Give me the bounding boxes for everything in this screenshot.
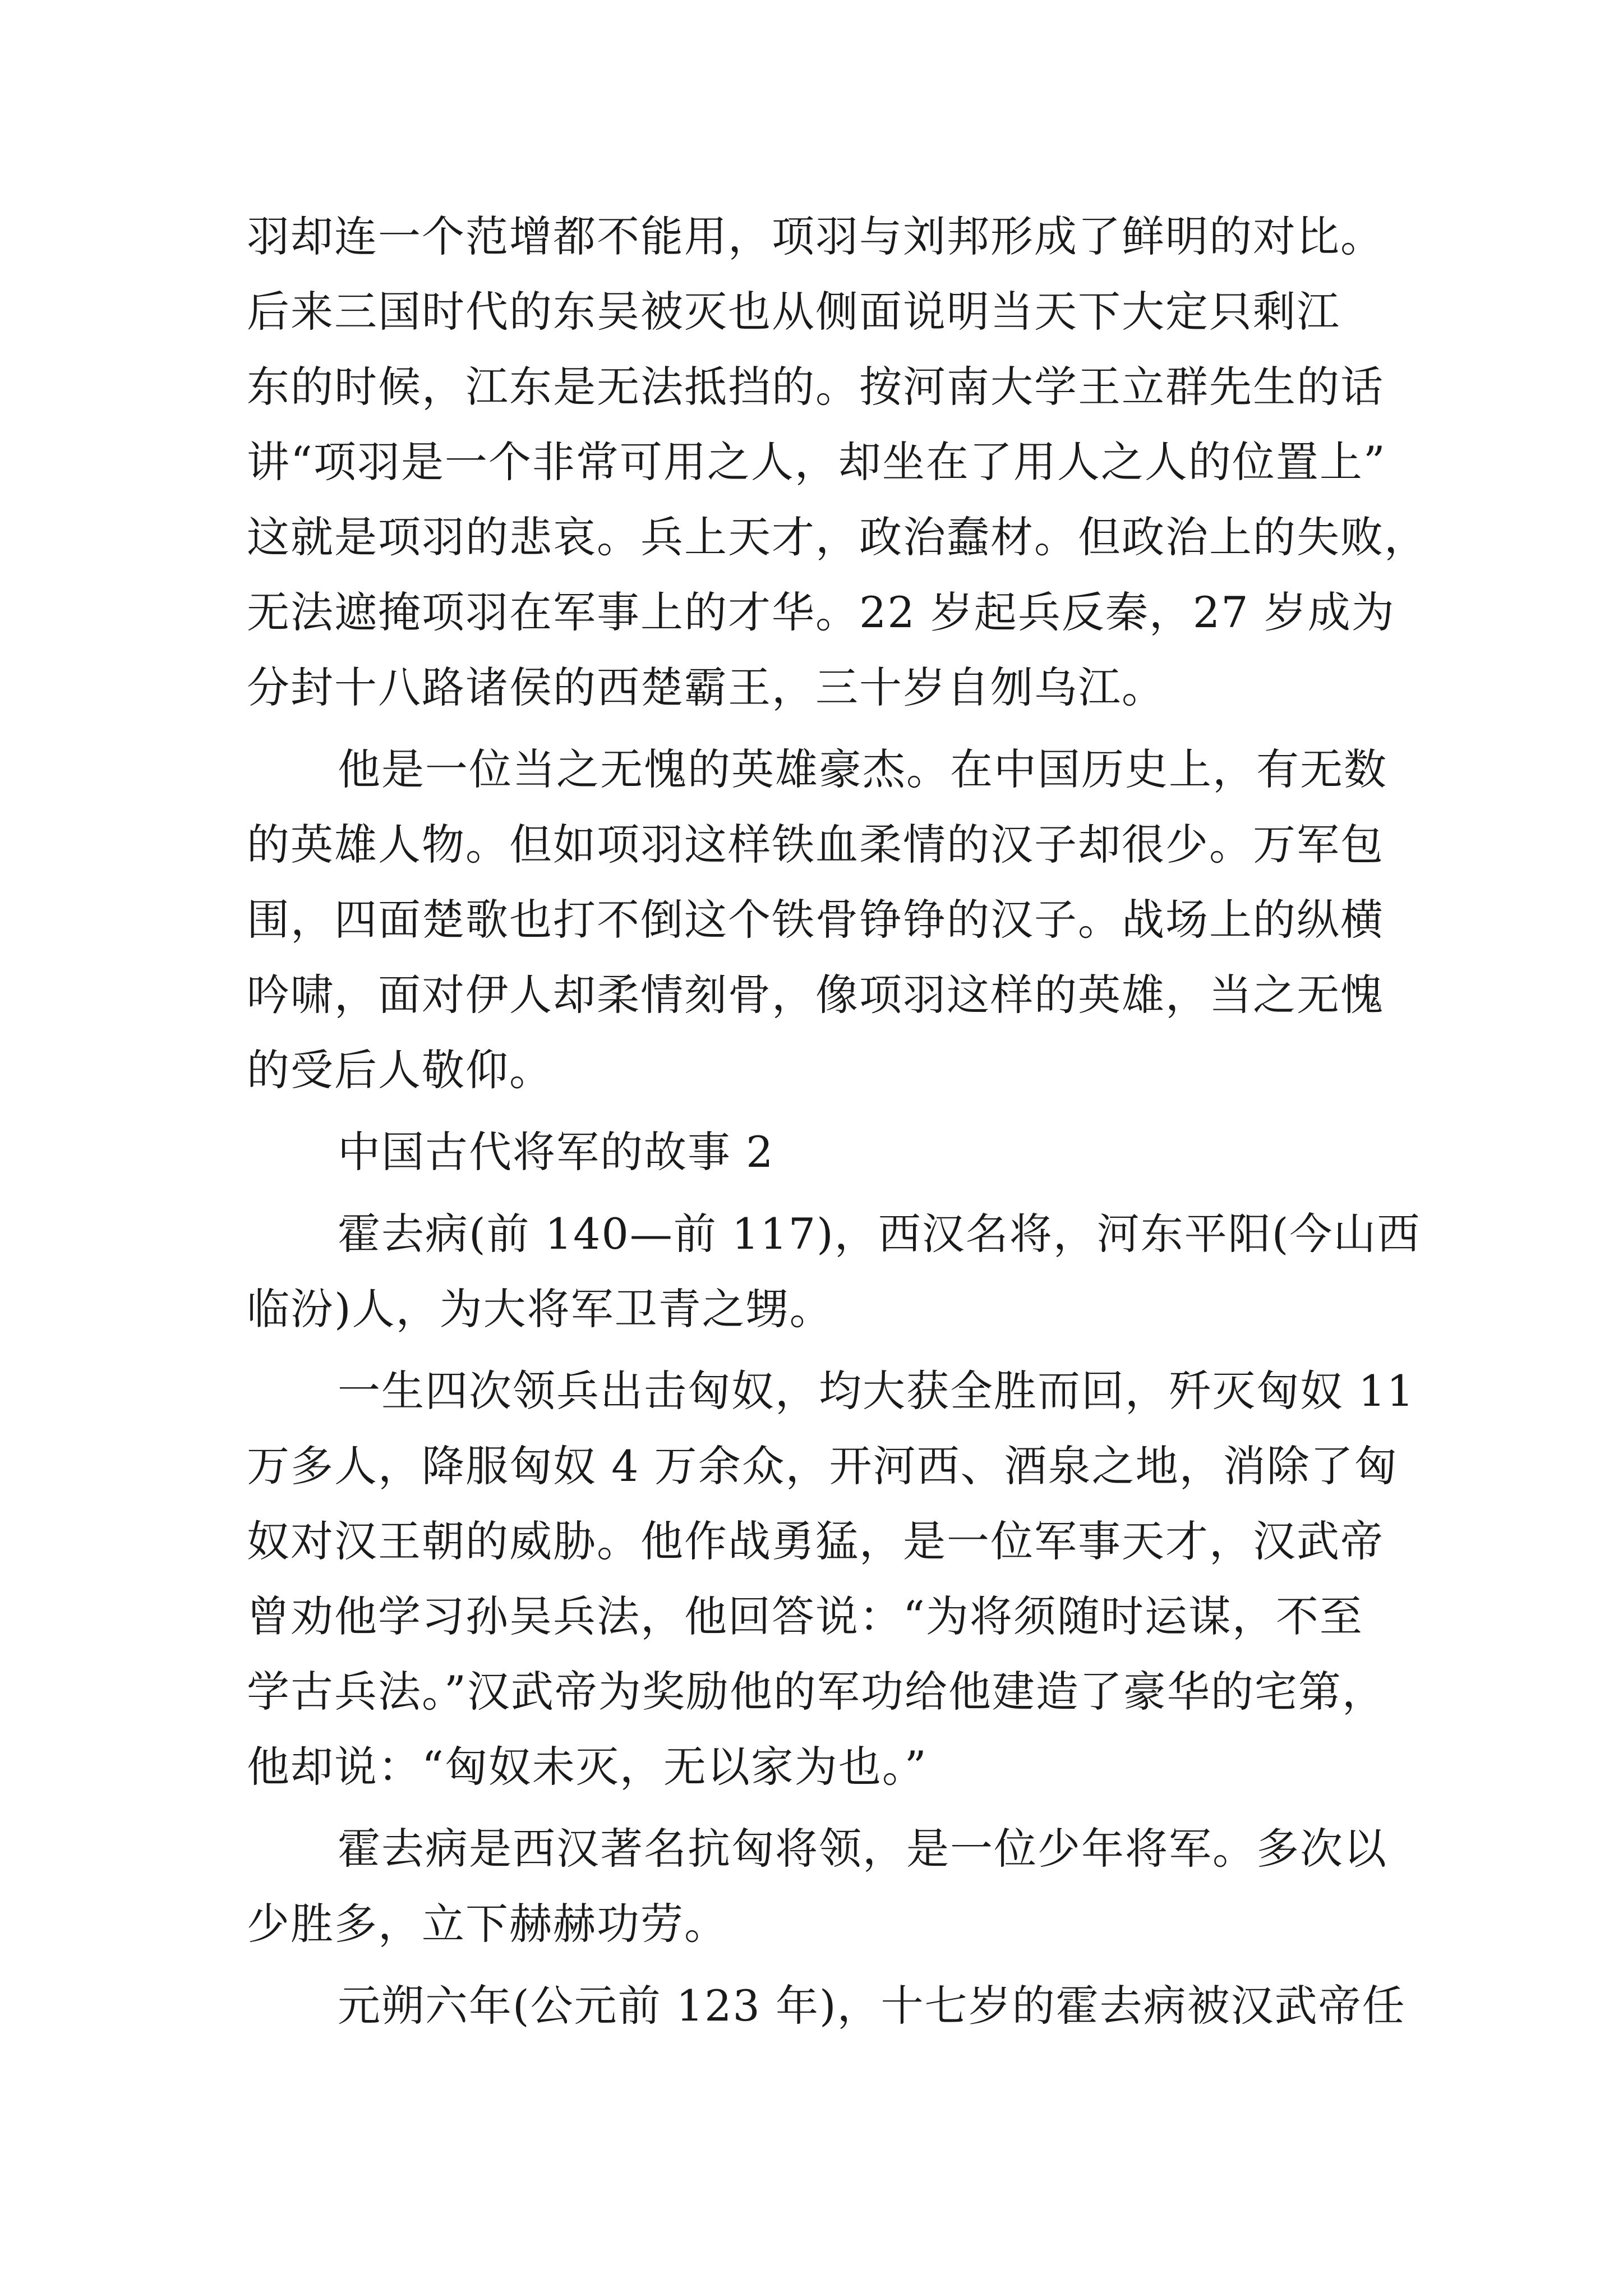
text-line: 一生四次领兵出击匈奴，均大获全胜而回，歼灭匈奴 11 <box>338 1366 1415 1416</box>
text-line: 分封十八路诸侯的西楚霸王，三十岁自刎乌江。 <box>247 662 1165 712</box>
text-line: 万多人，降服匈奴 4 万余众，开河西、酒泉之地，消除了匈 <box>247 1441 1398 1491</box>
text-line: 羽却连一个范增都不能用，项羽与刘邦形成了鲜明的对比。 <box>247 211 1384 261</box>
text-line: 吟啸，面对伊人却柔情刻骨，像项羽这样的英雄，当之无愧 <box>247 970 1384 1020</box>
text-line: 这就是项羽的悲哀。兵上天才，政治蠢材。但政治上的失败， <box>247 512 1428 562</box>
text-line: 元朔六年(公元前 123 年)，十七岁的霍去病被汉武帝任 <box>338 1981 1406 2031</box>
text-line: 奴对汉王朝的威胁。他作战勇猛，是一位军事天才，汉武帝 <box>247 1516 1384 1566</box>
text-line: 学古兵法。”汉武帝为奖励他的军功给他建造了豪华的宅第， <box>247 1667 1386 1717</box>
text-line: 他是一位当之无愧的英雄豪杰。在中国历史上，有无数 <box>338 744 1387 794</box>
text-line: 的英雄人物。但如项羽这样铁血柔情的汉子却很少。万军包 <box>247 820 1384 869</box>
text-line: 他却说：“匈奴未灭，无以家为也。” <box>247 1742 928 1792</box>
text-line: 后来三国时代的东吴被灭也从侧面说明当天下大定只剩江 <box>247 287 1340 337</box>
text-line: 的受后人敬仰。 <box>247 1045 553 1095</box>
text-line: 东的时候，江东是无法抵挡的。按河南大学王立群先生的话 <box>247 362 1384 412</box>
body-text <box>247 199 1428 2044</box>
text-line: 少胜多，立下赫赫功劳。 <box>247 1899 728 1949</box>
text-line: 霍去病(前 140—前 117)，西汉名将，河东平阳(今山西 <box>338 1209 1421 1259</box>
text-line: 霍去病是西汉著名抗匈将领，是一位少年将军。多次以 <box>338 1824 1387 1874</box>
text-line: 讲“项羽是一个非常可用之人，却坐在了用人之人的位置上” <box>247 437 1386 487</box>
text-line: 临汾)人，为大将军卫青之甥。 <box>247 1284 833 1334</box>
section-heading: 中国古代将军的故事 2 <box>338 1127 774 1177</box>
text-line: 无法遮掩项羽在军事上的才华。22 岁起兵反秦，27 岁成为 <box>247 587 1395 637</box>
text-line: 曾劝他学习孙吴兵法，他回答说：“为将须随时运谋，不至 <box>247 1591 1363 1641</box>
text-line: 围，四面楚歌也打不倒这个铁骨铮铮的汉子。战场上的纵横 <box>247 895 1384 945</box>
